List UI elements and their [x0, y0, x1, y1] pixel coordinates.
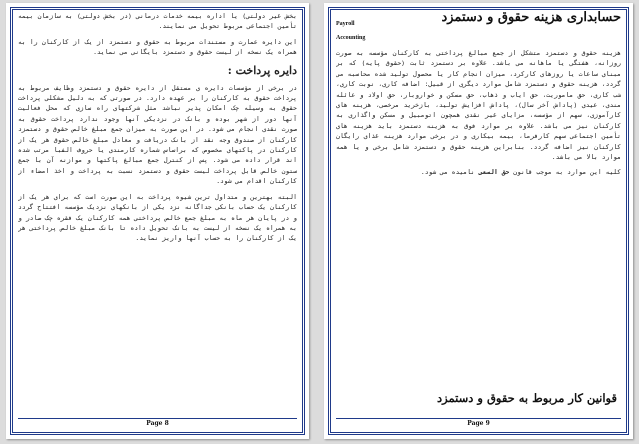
page-body: [18, 11, 297, 417]
paragraph: این دایره عمارت و مستندات مربوط به حقوق و دستمزد از یک از کارکنان را به همراه یک نسخه از لیست حقوق و دستمزد بایگانی می نماید.: [18, 37, 297, 57]
section-heading: دایره پرداخت :: [227, 63, 297, 77]
footer-rule: [336, 418, 621, 419]
closing-line-prefix: کلیه این موارد به موجب قانون: [513, 168, 621, 177]
footer-rule: [18, 418, 297, 419]
paragraph: در برخی از مؤسسات دایره ی مستقل از دایره حقوق و دستمزد وظایف مربوط به پرداخت حقوق به کارکنان را بر عهده دارد. در صورتی که به دلیل مشکلی پرداخت حقوق به وسیله چک امکان پذیر نباشد مثل شرکتهای راه سازی که محل فعالیت آنها دور از شهر بوده و بانک در نزدیکی آنها وجود ندارد پرداخت حقوق به صورت نقدی انجام می شود. در این صورت به میزان جمع مبلغ خالص حقوق و دستمزد کارکنان از صندوق وجه نقد از بانک دریافت و معادل مبلغ خالص حقوق هر یک از کارکنان در پاکتهای مخصوص که براساس شماره کارمندی یا حروف الفبا مرتب شده اند قرار داده می شود. پس از کنترل جمع مبالغ پاکتها و موازنه آن با جمع ستون خالص قابل پرداخت لیست حقوق و دستمزد نسبت به پرداخت و اخذ امضاء از کارکنان اقدام می شود.: [18, 83, 297, 186]
english-tag-payroll: Payroll: [336, 21, 355, 27]
closing-line: [336, 167, 621, 177]
page-number: Page 8: [146, 420, 169, 427]
page-footer: [18, 418, 297, 430]
paragraph: بخش غیر دولتی) یا اداره بیمه خدمات درمانی (در بخش دولتی) به سازمان بیمه تأمین اجتماعی مربوط تحویل می نمایند.: [18, 12, 297, 31]
english-tag-accounting: Accounting: [336, 35, 366, 41]
closing-line-term: حق السعی: [478, 168, 510, 177]
paragraph: البته بهترین و متداول ترین شیوه پرداخت به این صورت است که برای هر یک از کارکنان یک حساب بانکی جداگانه نزد یکی از بانکهای نزدیک مؤسسه افتتاح گردد و در پایان هر ماه به مبلغ جمع خالص پرداختی همه کارکنان یک فقره چک صادر و به همراه یک نسخه از لیست به بانک تحویل داده تا بانک مبلغ خالص پرداختی هر یک از کارکنان را به حساب آنها واریز نماید.: [18, 192, 297, 243]
closing-line-suffix: نامیده می شود.: [420, 168, 475, 177]
page-footer: [336, 418, 621, 430]
page-left: [6, 3, 309, 439]
section-title: قوانین کار مربوط به حقوق و دستمزد: [437, 391, 617, 405]
paragraph: هزینه حقوق و دستمزد متشکل از جمع مبالغ پرداختی به کارکنان مؤسسه به صورت روزانه، هفتگی یا ماهانه می باشد. علاوه بر دستمزد ثابت (حقوق پایه) که بر مبنای ساعات یا روزهای کارکرد، میزان انجام کار یا محصول تولید شده محاسبه می گردد، هزینه حقوق و دستمزد شامل موارد دیگری از قبیل: اضافه کاری، نوبت کاری، شب کاری، حق ماموریت، حق ایاب و ذهاب، حق مسکن و خواروبار، حق اولاد و عائله مندی، عیدی (پاداش آخر سال)، پاداش افزایش تولید، بازخرید مرخصی، هزینه های کارآموزی، سهم از مؤسسه، مزایای غیر نقدی همچون اتومبیل و مسکن واگذاری به کارکنان نیز می باشد. علاوه بر موارد فوق به هزینه دستمزد باید هزینه های تأمین اجتماعی سهم کارفرما، بیمه بیکاری و در برخی موارد هزینه غذای رایگان کارکنان نیز اضافه گردد. بنابراین هزینه حقوق و دستمزد شامل برخی و یا همه موارد بالا می باشد.: [336, 49, 621, 162]
page-number: Page 9: [467, 420, 490, 427]
page-right: [324, 3, 633, 439]
page-body: [336, 11, 621, 417]
chapter-header: [336, 11, 621, 45]
chapter-title: حسابداری هزینه حقوق و دستمزد: [441, 11, 621, 25]
